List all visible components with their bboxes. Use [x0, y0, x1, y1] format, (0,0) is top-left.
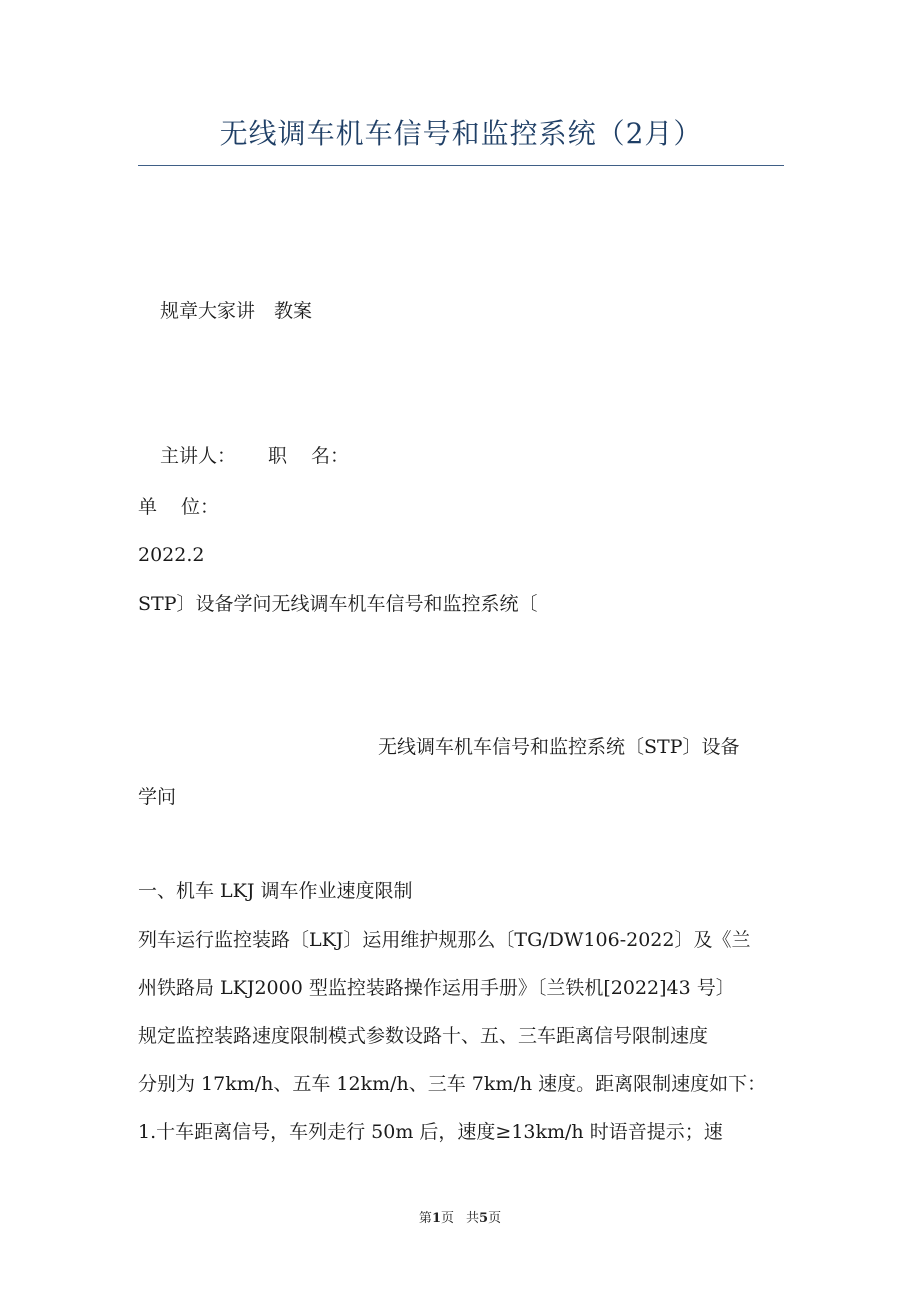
paragraph-line: 列车运行监控装路〔LKJ〕运用维护规那么〔TG/DW106-2022〕及《兰 — [138, 929, 751, 951]
unit-label-1: 单 — [138, 496, 158, 518]
section-heading: 一、机车 LKJ 调车作业速度限制 — [138, 880, 413, 902]
paragraph-line: 州铁路局 LKJ2000 型监控装路操作运用手册》〔兰铁机[2022]43 号〕 — [138, 977, 735, 999]
garbled-title-line: STP〕设备学问无线调车机车信号和监控系统〔 — [138, 593, 538, 615]
cover-subtitle — [160, 298, 312, 324]
paragraph-line: 1.十车距离信号，车列走行 50m 后，速度≥13km/h 时语音提示；速 — [138, 1121, 723, 1143]
position-label-2: 名： — [311, 445, 350, 467]
date-line: 2022.2 — [138, 544, 205, 566]
page-number: 1 — [431, 1211, 441, 1226]
heading-line-2: 学问 — [138, 786, 177, 808]
position-label-1: 职 — [268, 445, 288, 467]
page-suffix: 页 — [440, 1211, 454, 1226]
speaker-line — [160, 443, 349, 469]
document-title: 无线调车机车信号和监控系统（2月） — [219, 117, 703, 150]
title-divider — [138, 165, 784, 166]
unit-label-2: 位： — [181, 496, 220, 518]
paragraph-line: 分别为 17km/h、五车 12km/h、三车 7km/h 速度。距离限制速度如下： — [138, 1073, 767, 1095]
page-prefix: 第 — [418, 1211, 432, 1226]
paragraph-line: 规定监控装路速度限制模式参数设路十、五、三车距离信号限制速度 — [138, 1025, 709, 1047]
cover-subtitle-a: 规章大家讲 — [160, 300, 256, 322]
cover-subtitle-b: 教案 — [274, 300, 313, 322]
total-prefix: 共 — [466, 1211, 480, 1226]
total-suffix: 页 — [488, 1211, 502, 1226]
heading-line-1: 无线调车机车信号和监控系统〔STP〕设备 — [378, 736, 740, 758]
speaker-label: 主讲人： — [160, 445, 237, 467]
unit-line — [138, 494, 219, 520]
total-pages: 5 — [479, 1211, 489, 1226]
page-footer — [0, 1207, 920, 1226]
